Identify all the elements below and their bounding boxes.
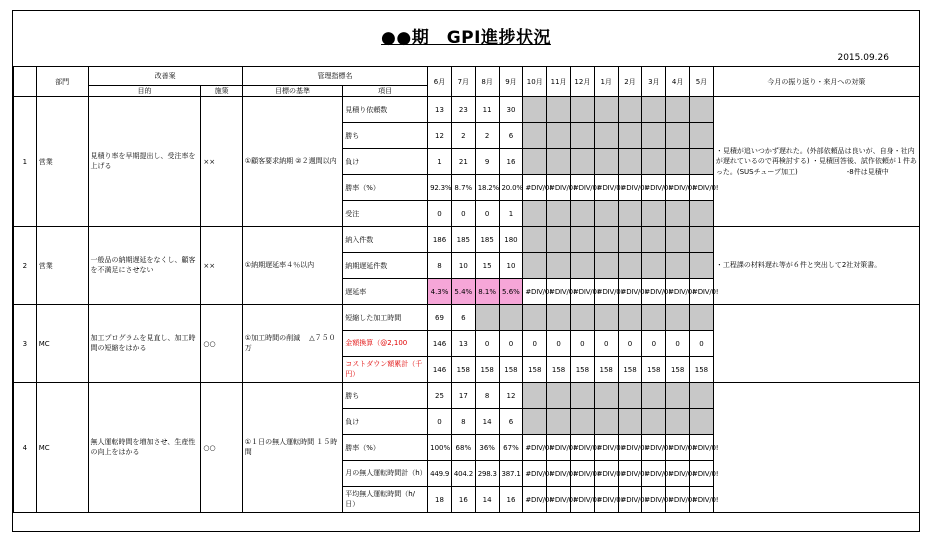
month-6: 6月: [428, 67, 452, 97]
section-purpose: 見積り率を早期提出し、受注率を上げる: [88, 97, 201, 227]
month-value-cell: #DIV/0!: [666, 487, 690, 513]
month-value-cell: 15: [475, 253, 499, 279]
month-value-cell: [690, 149, 714, 175]
month-value-cell: [547, 409, 571, 435]
month-value-cell: 68%: [451, 435, 475, 461]
month-value-cell: [642, 383, 666, 409]
table-row: [14, 227, 920, 253]
month-value-cell: 8: [428, 253, 452, 279]
month-value-cell: #DIV/0!: [523, 487, 547, 513]
month-value-cell: #DIV/0!: [523, 461, 547, 487]
month-value-cell: 5.6%: [499, 279, 523, 305]
month-value-cell: [618, 253, 642, 279]
month-value-cell: 146: [428, 357, 452, 383]
month-value-cell: 158: [666, 357, 690, 383]
month-value-cell: 6: [499, 409, 523, 435]
month-value-cell: 146: [428, 331, 452, 357]
month-value-cell: [523, 201, 547, 227]
month-value-cell: 449.9: [428, 461, 452, 487]
month-value-cell: 158: [642, 357, 666, 383]
row-item-label: コストダウン額累計（千円）: [343, 357, 428, 383]
month-value-cell: 158: [690, 357, 714, 383]
month-value-cell: 6: [499, 123, 523, 149]
table-row: [14, 305, 920, 331]
month-value-cell: [642, 97, 666, 123]
month-value-cell: #DIV/0!: [618, 435, 642, 461]
month-value-cell: 0: [618, 331, 642, 357]
month-value-cell: 158: [523, 357, 547, 383]
section-notes: ・見積が追いつかず遅れた。(外部依頼品は良いが、自身・社内が遅れているので再検討する) ・見積回答後、試作依頼が１件あった。(SUSチューブ加工) -8件は見積中: [713, 97, 919, 227]
month-value-cell: [547, 201, 571, 227]
month-value-cell: [642, 201, 666, 227]
month-value-cell: [547, 227, 571, 253]
progress-table-body: [14, 97, 920, 513]
col-method: 施策: [201, 86, 242, 97]
month-value-cell: #DIV/0!: [666, 175, 690, 201]
month-value-cell: #DIV/0!: [690, 487, 714, 513]
month-value-cell: 18.2%: [475, 175, 499, 201]
month-value-cell: 1: [499, 201, 523, 227]
month-value-cell: 158: [547, 357, 571, 383]
month-value-cell: [547, 123, 571, 149]
month-value-cell: 16: [499, 487, 523, 513]
section-method: ○○: [201, 383, 242, 513]
month-value-cell: [547, 97, 571, 123]
month-value-cell: #DIV/0!: [618, 461, 642, 487]
month-2: 2月: [618, 67, 642, 97]
month-value-cell: [642, 227, 666, 253]
month-value-cell: #DIV/0!: [618, 175, 642, 201]
month-value-cell: 404.2: [451, 461, 475, 487]
month-value-cell: 158: [594, 357, 618, 383]
month-value-cell: 69: [428, 305, 452, 331]
month-value-cell: [523, 305, 547, 331]
month-value-cell: #DIV/0!: [642, 487, 666, 513]
month-value-cell: [570, 227, 594, 253]
col-notes: 今月の振り返り・来月への対策: [713, 67, 919, 97]
month-value-cell: 2: [475, 123, 499, 149]
month-value-cell: 158: [618, 357, 642, 383]
month-value-cell: 8.1%: [475, 279, 499, 305]
month-value-cell: #DIV/0!: [547, 175, 571, 201]
col-kpi: 管理指標名: [242, 67, 427, 86]
section-dept: 営業: [36, 97, 88, 227]
month-value-cell: [523, 227, 547, 253]
section-notes: [713, 383, 919, 513]
month-value-cell: [642, 305, 666, 331]
month-value-cell: 10: [451, 253, 475, 279]
section-kpi-basis: ①顧客要求納期 ②２週間以内: [242, 97, 342, 227]
section-number: 4: [14, 383, 37, 513]
month-value-cell: 0: [642, 331, 666, 357]
month-value-cell: #DIV/0!: [690, 175, 714, 201]
month-value-cell: [666, 227, 690, 253]
month-value-cell: [618, 409, 642, 435]
section-dept: MC: [36, 305, 88, 383]
month-value-cell: 18: [428, 487, 452, 513]
month-value-cell: 1: [428, 149, 452, 175]
row-item-label: 月の無人運転時間計（h）: [343, 461, 428, 487]
month-value-cell: #DIV/0!: [523, 279, 547, 305]
month-7: 7月: [451, 67, 475, 97]
month-value-cell: [594, 149, 618, 175]
month-value-cell: 0: [594, 331, 618, 357]
month-value-cell: [547, 383, 571, 409]
month-value-cell: [475, 305, 499, 331]
month-value-cell: #DIV/0!: [570, 435, 594, 461]
month-3: 3月: [642, 67, 666, 97]
month-value-cell: 13: [428, 97, 452, 123]
report-date: 2015.09.26: [837, 53, 889, 63]
section-purpose: 一般品の納期遅延をなくし、顧客を不満足にさせない: [88, 227, 201, 305]
month-value-cell: 23: [451, 97, 475, 123]
month-value-cell: 158: [475, 357, 499, 383]
month-value-cell: [642, 149, 666, 175]
month-value-cell: [523, 149, 547, 175]
section-number: 2: [14, 227, 37, 305]
month-value-cell: 13: [451, 331, 475, 357]
month-value-cell: 185: [475, 227, 499, 253]
month-value-cell: [547, 149, 571, 175]
month-value-cell: 92.3%: [428, 175, 452, 201]
month-value-cell: #DIV/0!: [618, 279, 642, 305]
month-value-cell: #DIV/0!: [594, 487, 618, 513]
month-value-cell: 17: [451, 383, 475, 409]
month-8: 8月: [475, 67, 499, 97]
month-value-cell: [594, 305, 618, 331]
month-value-cell: #DIV/0!: [547, 435, 571, 461]
report-sheet: [12, 10, 920, 532]
progress-table: [13, 66, 920, 513]
month-value-cell: [618, 201, 642, 227]
month-value-cell: [666, 383, 690, 409]
month-value-cell: [594, 97, 618, 123]
section-kpi-basis: ①１日の無人運転時間 １５時間: [242, 383, 342, 513]
month-11: 11月: [547, 67, 571, 97]
month-value-cell: [690, 201, 714, 227]
month-value-cell: #DIV/0!: [642, 435, 666, 461]
month-4: 4月: [666, 67, 690, 97]
month-value-cell: [523, 123, 547, 149]
month-value-cell: [594, 253, 618, 279]
month-value-cell: 14: [475, 409, 499, 435]
section-method: ××: [201, 97, 242, 227]
month-value-cell: [690, 97, 714, 123]
month-value-cell: #DIV/0!: [570, 279, 594, 305]
col-dept: 部門: [36, 67, 88, 97]
month-value-cell: [547, 253, 571, 279]
month-value-cell: #DIV/0!: [666, 279, 690, 305]
month-value-cell: 158: [499, 357, 523, 383]
row-item-label: 受注: [343, 201, 428, 227]
col-kpi-basis: 目標の基準: [242, 86, 342, 97]
month-value-cell: [666, 253, 690, 279]
month-value-cell: [594, 201, 618, 227]
month-value-cell: #DIV/0!: [547, 461, 571, 487]
month-value-cell: [570, 149, 594, 175]
month-value-cell: [594, 123, 618, 149]
row-item-label: 勝率（%）: [343, 175, 428, 201]
section-method: ○○: [201, 305, 242, 383]
month-value-cell: 36%: [475, 435, 499, 461]
month-value-cell: 9: [475, 149, 499, 175]
col-kaizen: 改善案: [88, 67, 242, 86]
section-method: ××: [201, 227, 242, 305]
month-value-cell: #DIV/0!: [594, 461, 618, 487]
row-item-label: 遅延率: [343, 279, 428, 305]
month-value-cell: #DIV/0!: [642, 461, 666, 487]
month-value-cell: [594, 227, 618, 253]
row-item-label: 短縮した加工時間: [343, 305, 428, 331]
row-item-label: 見積り依頼数: [343, 97, 428, 123]
month-value-cell: 0: [451, 201, 475, 227]
month-value-cell: [618, 383, 642, 409]
section-purpose: 加工プログラムを見直し、加工時間の短縮をはかる: [88, 305, 201, 383]
row-item-label: 勝ち: [343, 383, 428, 409]
section-kpi-basis: ①加工時間の削減 △７５０万: [242, 305, 342, 383]
month-value-cell: #DIV/0!: [690, 435, 714, 461]
month-value-cell: #DIV/0!: [523, 435, 547, 461]
month-value-cell: [570, 305, 594, 331]
month-value-cell: #DIV/0!: [594, 175, 618, 201]
month-value-cell: [523, 383, 547, 409]
month-value-cell: 8.7%: [451, 175, 475, 201]
row-item-label: 勝率（%）: [343, 435, 428, 461]
month-value-cell: [523, 409, 547, 435]
month-value-cell: 185: [451, 227, 475, 253]
month-value-cell: [570, 123, 594, 149]
month-value-cell: 21: [451, 149, 475, 175]
month-value-cell: 0: [666, 331, 690, 357]
month-value-cell: 0: [475, 201, 499, 227]
month-value-cell: 186: [428, 227, 452, 253]
month-value-cell: #DIV/0!: [594, 279, 618, 305]
month-value-cell: [594, 409, 618, 435]
month-value-cell: 11: [475, 97, 499, 123]
month-value-cell: 387.1: [499, 461, 523, 487]
month-value-cell: #DIV/0!: [690, 279, 714, 305]
month-value-cell: #DIV/0!: [570, 487, 594, 513]
row-item-label: 納入件数: [343, 227, 428, 253]
month-value-cell: [642, 123, 666, 149]
month-value-cell: 4.3%: [428, 279, 452, 305]
month-value-cell: [666, 201, 690, 227]
month-value-cell: [523, 97, 547, 123]
month-value-cell: [690, 227, 714, 253]
row-item-label: 負け: [343, 409, 428, 435]
month-value-cell: 16: [499, 149, 523, 175]
month-value-cell: 12: [428, 123, 452, 149]
month-value-cell: #DIV/0!: [618, 487, 642, 513]
month-12: 12月: [570, 67, 594, 97]
month-value-cell: 0: [547, 331, 571, 357]
month-value-cell: [570, 97, 594, 123]
section-notes: ・工程課の材料遅れ等が６件と突出して2社対策書。: [713, 227, 919, 305]
month-value-cell: [618, 149, 642, 175]
month-value-cell: #DIV/0!: [523, 175, 547, 201]
month-10: 10月: [523, 67, 547, 97]
month-value-cell: [666, 305, 690, 331]
section-number: 3: [14, 305, 37, 383]
sheet-title: ●●期 GPI進捗状況: [381, 28, 551, 48]
month-value-cell: 6: [451, 305, 475, 331]
month-value-cell: [618, 97, 642, 123]
month-5: 5月: [690, 67, 714, 97]
month-value-cell: 158: [570, 357, 594, 383]
month-value-cell: [523, 253, 547, 279]
month-value-cell: 0: [475, 331, 499, 357]
month-value-cell: #DIV/0!: [642, 279, 666, 305]
month-value-cell: 16: [451, 487, 475, 513]
col-purpose: 目的: [88, 86, 201, 97]
month-value-cell: [642, 409, 666, 435]
month-value-cell: #DIV/0!: [666, 435, 690, 461]
row-item-label: 金額換算（@2,100: [343, 331, 428, 357]
month-value-cell: #DIV/0!: [547, 487, 571, 513]
month-value-cell: 10: [499, 253, 523, 279]
col-item: 項目: [343, 86, 428, 97]
month-value-cell: [618, 305, 642, 331]
section-number: 1: [14, 97, 37, 227]
month-value-cell: [594, 383, 618, 409]
section-kpi-basis: ①納期遅延率４％以内: [242, 227, 342, 305]
month-value-cell: [690, 409, 714, 435]
table-row: [14, 383, 920, 409]
month-value-cell: 8: [475, 383, 499, 409]
month-value-cell: 8: [451, 409, 475, 435]
month-value-cell: [618, 123, 642, 149]
month-value-cell: [666, 97, 690, 123]
month-value-cell: 158: [451, 357, 475, 383]
section-purpose: 無人運転時間を増加させ、生産性の向上をはかる: [88, 383, 201, 513]
month-value-cell: 100%: [428, 435, 452, 461]
month-1: 1月: [594, 67, 618, 97]
section-notes: [713, 305, 919, 383]
month-value-cell: [570, 383, 594, 409]
col-no: [14, 67, 37, 97]
month-value-cell: 298.3: [475, 461, 499, 487]
month-value-cell: 0: [428, 409, 452, 435]
month-value-cell: 0: [499, 331, 523, 357]
month-value-cell: [570, 201, 594, 227]
month-value-cell: 20.0%: [499, 175, 523, 201]
month-value-cell: #DIV/0!: [547, 279, 571, 305]
month-value-cell: [690, 123, 714, 149]
section-dept: MC: [36, 383, 88, 513]
month-value-cell: 0: [428, 201, 452, 227]
month-value-cell: [666, 409, 690, 435]
month-value-cell: [690, 305, 714, 331]
table-row: [14, 97, 920, 123]
month-value-cell: #DIV/0!: [642, 175, 666, 201]
month-value-cell: [666, 123, 690, 149]
month-value-cell: #DIV/0!: [570, 175, 594, 201]
month-value-cell: 30: [499, 97, 523, 123]
month-value-cell: [618, 227, 642, 253]
row-item-label: 勝ち: [343, 123, 428, 149]
row-item-label: 負け: [343, 149, 428, 175]
month-value-cell: #DIV/0!: [690, 461, 714, 487]
month-value-cell: [642, 253, 666, 279]
month-value-cell: 0: [523, 331, 547, 357]
row-item-label: 納期遅延件数: [343, 253, 428, 279]
month-value-cell: 67%: [499, 435, 523, 461]
month-value-cell: 2: [451, 123, 475, 149]
month-value-cell: [499, 305, 523, 331]
month-value-cell: 12: [499, 383, 523, 409]
month-value-cell: [690, 253, 714, 279]
month-value-cell: #DIV/0!: [594, 435, 618, 461]
month-value-cell: 180: [499, 227, 523, 253]
month-9: 9月: [499, 67, 523, 97]
month-value-cell: 5.4%: [451, 279, 475, 305]
month-value-cell: [570, 409, 594, 435]
month-value-cell: 0: [690, 331, 714, 357]
month-value-cell: [547, 305, 571, 331]
month-value-cell: [570, 253, 594, 279]
month-value-cell: 25: [428, 383, 452, 409]
month-value-cell: [666, 149, 690, 175]
month-value-cell: #DIV/0!: [570, 461, 594, 487]
month-value-cell: 14: [475, 487, 499, 513]
month-value-cell: 0: [570, 331, 594, 357]
month-value-cell: [690, 383, 714, 409]
row-item-label: 平均無人運転時間（h/日）: [343, 487, 428, 513]
section-dept: 営業: [36, 227, 88, 305]
month-value-cell: #DIV/0!: [666, 461, 690, 487]
